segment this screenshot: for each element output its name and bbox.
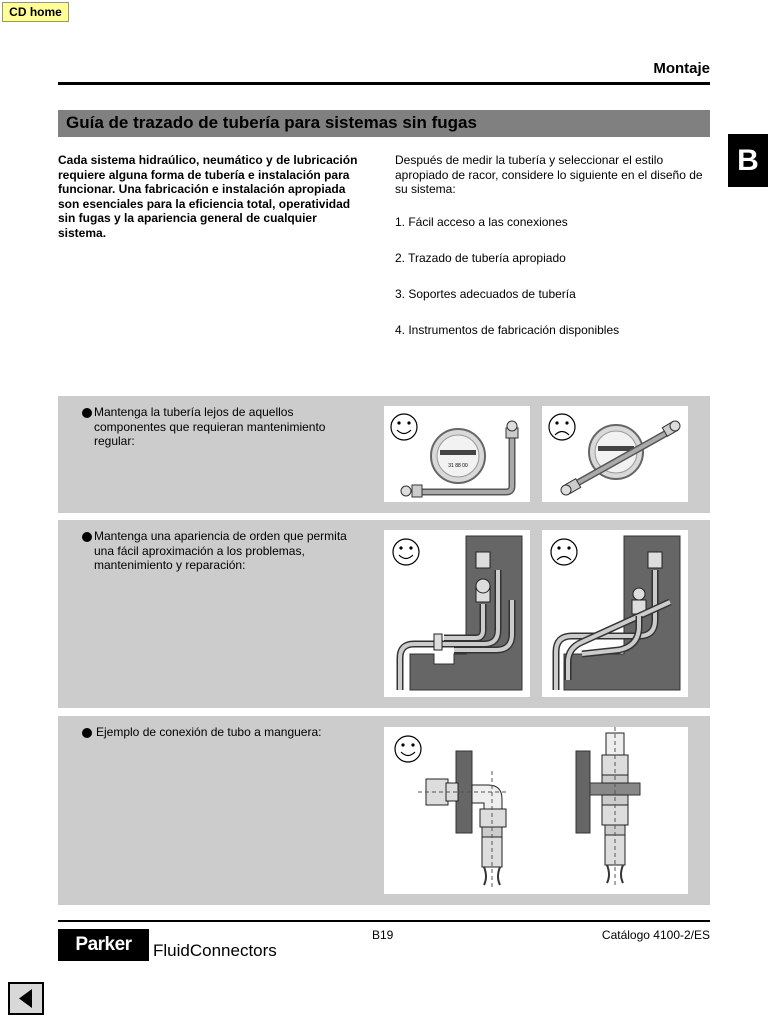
parker-logo: Parker <box>58 929 149 961</box>
bullet-icon <box>82 408 92 418</box>
figure-tube-to-hose-connection <box>384 727 688 894</box>
figure-good-routing-gauge <box>384 406 530 502</box>
cd-home-button[interactable]: CD home <box>2 2 69 22</box>
guideline-panel-1 <box>58 396 710 513</box>
top-rule <box>58 82 710 85</box>
panel-text: Ejemplo de conexión de tubo a manguera: <box>96 725 322 739</box>
catalog-number: Catálogo 4100-2/ES <box>601 928 710 942</box>
page-number: B19 <box>372 928 394 942</box>
section-tab: B <box>728 134 768 187</box>
smiley-icon <box>391 414 417 440</box>
bullet-icon <box>82 532 92 542</box>
svg-text:31 88 00: 31 88 00 <box>448 463 468 469</box>
back-button[interactable] <box>8 982 44 1015</box>
brand-name: FluidConnectors <box>153 941 277 960</box>
figure-bad-disorderly-routing <box>542 530 688 697</box>
guideline-panel-2 <box>58 520 710 708</box>
intro-paragraph: Cada sistema hidraúlico, neumático y de lubricación requiere alguna forma de tubería e instalación para funcionar. Una fabricación e instalación apropiada son esenciales para la eficiencia total, operatividad sin fugas y la apariencia general de cualquier sistema. <box>58 153 358 240</box>
page-heading: Guía de trazado de tubería para sistemas sin fugas <box>66 113 477 132</box>
frowning-face-icon <box>551 539 577 565</box>
step-item: 3. Soportes adecuados de tubería <box>395 287 576 301</box>
triangle-left-icon <box>10 984 42 1013</box>
figure-bad-routing-gauge <box>542 406 688 502</box>
smiley-icon <box>393 539 419 565</box>
step-item: 1. Fácil acceso a las conexiones <box>395 215 568 229</box>
panel-text: Mantenga una apariencia de orden que permita una fácil aproximación a los problemas, mantenimiento y reparación: <box>94 529 347 572</box>
figure-good-orderly-routing <box>384 530 530 697</box>
section-title: Montaje <box>653 60 710 77</box>
bullet-icon <box>82 728 92 738</box>
bottom-rule <box>58 920 710 922</box>
guideline-panel-3 <box>58 716 710 905</box>
step-item: 4. Instrumentos de fabricación disponibles <box>395 323 620 337</box>
smiley-icon <box>395 736 421 762</box>
frowning-face-icon <box>549 414 575 440</box>
right-intro-paragraph: Después de medir la tubería y seleccionar el estilo apropiado de racor, considere lo siguiente en el diseño de su sistema: <box>395 153 703 196</box>
heading-bar <box>58 110 710 137</box>
step-item: 2. Trazado de tubería apropiado <box>395 251 566 265</box>
pressure-gauge-icon <box>431 429 485 483</box>
panel-text: Mantenga la tubería lejos de aquellos componentes que requieran mantenimiento regular: <box>94 405 326 448</box>
